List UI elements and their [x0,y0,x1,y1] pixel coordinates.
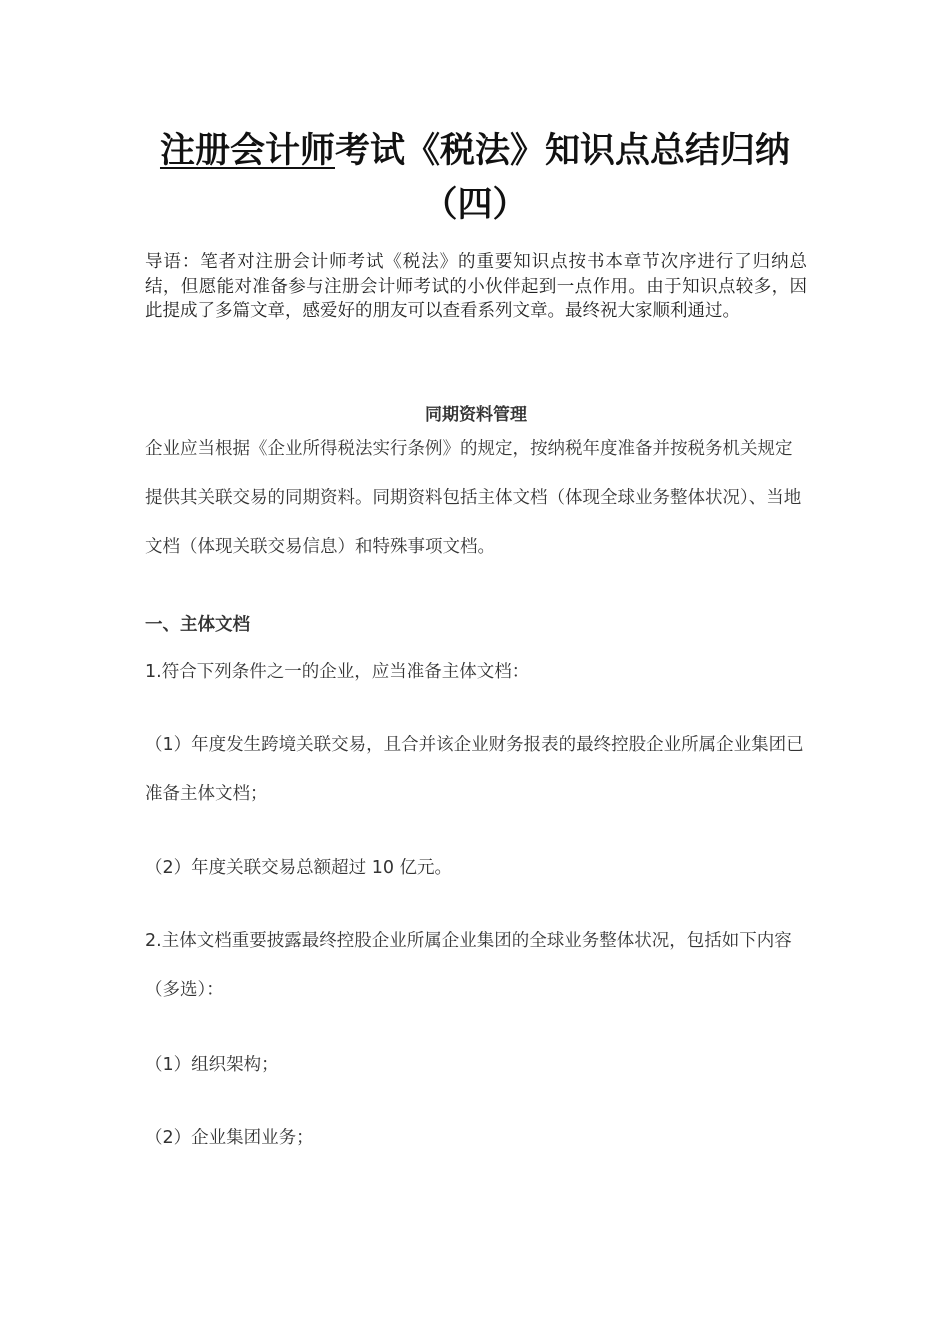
list-subitem: （1）组织架构； [145,1055,279,1075]
section-paragraph: 企业应当根据《企业所得税法实行条例》的规定，按纳税年度准备并按税务机关规定提供其关联交易的同期资料。同期资料包括主体文档（体现全球业务整体状况）、当地文档（体现关联交易信息）和特殊事项文档。 [145,439,802,557]
title-text: 考试《税法》知识点总结归纳 [335,130,791,171]
list-item: 1.符合下列条件之一的企业，应当准备主体文档： [145,662,530,682]
list-subitem: （2）企业集团业务； [145,1128,314,1148]
list-subitem: （1）年度发生跨境关联交易，且合并该企业财务报表的最终控股企业所属企业集团已准备主体文档； [145,735,804,804]
heading-main-document: 一、主体文档 [145,615,250,635]
title-line-2: （四） [422,184,528,225]
document-title [120,124,830,232]
list-item: 2.主体文档重要披露最终控股企业所属企业集团的全球业务整体状况，包括如下内容（多选）： [145,931,792,1000]
section-title: 同期资料管理 [425,405,527,425]
title-underlined-link[interactable]: 注册会计师 [159,130,335,171]
list-subitem: （2）年度关联交易总额超过 10 亿元。 [145,858,453,878]
intro-paragraph: 导语：笔者对注册会计师考试《税法》的重要知识点按书本章节次序进行了归纳总结，但愿能对准备参与注册会计师考试的小伙伴起到一点作用。由于知识点较多，因此提成了多篇文章，感爱好的朋友可以查看系列文章。最终祝大家顺利通过。 [145,252,807,321]
